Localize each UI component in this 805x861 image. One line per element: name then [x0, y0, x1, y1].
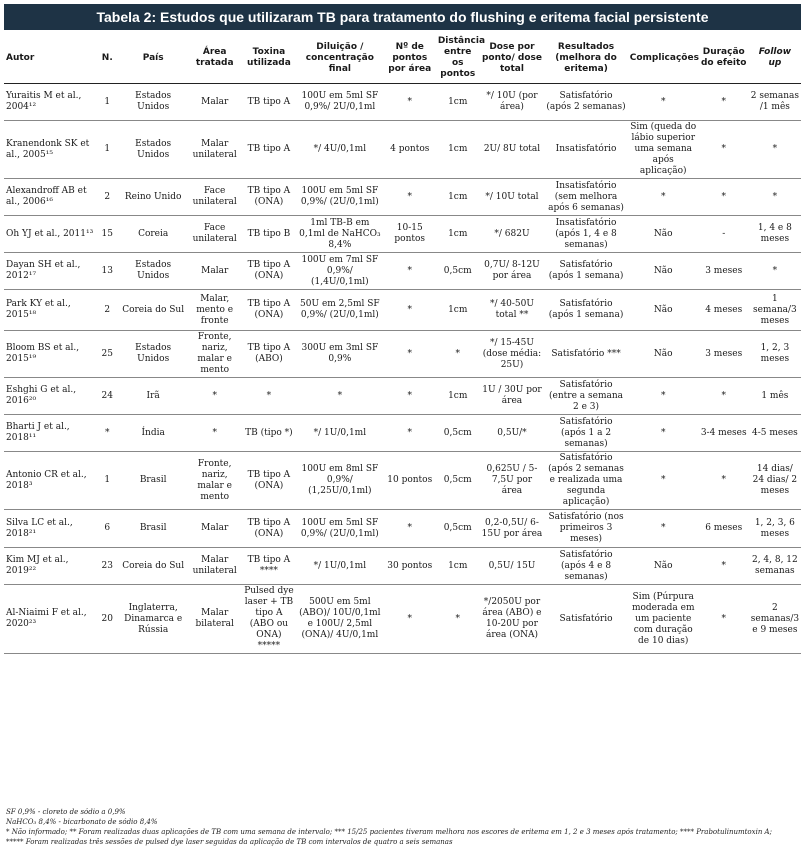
- studies-table: [4, 33, 801, 654]
- column-header: Duração do efeito: [699, 33, 749, 84]
- cell-area: Malar unilateral: [188, 548, 242, 585]
- cell-resultado: Satisfatório (entre a semana 2 e 3): [544, 378, 627, 415]
- cell-diluicao: *: [296, 378, 384, 415]
- table-title: Tabela 2: Estudos que utilizaram TB para tratamento do flushing e eritema facial persistente: [4, 4, 801, 30]
- cell-duracao: *: [699, 121, 749, 179]
- cell-resultado: Insatisfatório (sem melhora após 6 semanas): [544, 179, 627, 216]
- cell-dose: */ 10U (por área): [480, 84, 545, 121]
- cell-toxina: TB tipo A (ONA): [242, 452, 296, 510]
- cell-pais: Coreia: [119, 216, 188, 253]
- cell-autor: Yuraitis M et al., 2004¹²: [4, 84, 96, 121]
- cell-duracao: *: [699, 548, 749, 585]
- cell-complicacoes: *: [628, 378, 699, 415]
- cell-resultado: Satisfatório (nos primeiros 3 meses): [544, 510, 627, 548]
- cell-distancia: 1cm: [436, 290, 480, 331]
- footnote: * Não informado; ** Foram realizadas duas aplicações de TB com uma semana de intervalo; *** 15/25 pacientes tiveram melhora nos escores de eritema em 1, 2 e 3 meses após tratamento; **** Prabotulinumtoxin A;: [6, 828, 772, 836]
- cell-pais: Coreia do Sul: [119, 290, 188, 331]
- cell-n: 15: [96, 216, 119, 253]
- cell-autor: Bharti J et al., 2018¹¹: [4, 415, 96, 452]
- cell-followup: 2 semanas/3 e 9 meses: [749, 585, 801, 654]
- cell-autor: Antonio CR et al., 2018³: [4, 452, 96, 510]
- table-row: [4, 216, 801, 253]
- table-row: [4, 253, 801, 290]
- cell-distancia: *: [436, 331, 480, 378]
- cell-distancia: 0,5cm: [436, 253, 480, 290]
- cell-toxina: *: [242, 378, 296, 415]
- cell-toxina: TB (tipo *): [242, 415, 296, 452]
- cell-duracao: -: [699, 216, 749, 253]
- cell-n: 2: [96, 179, 119, 216]
- cell-pais: Inglaterra, Dinamarca e Rússia: [119, 585, 188, 654]
- cell-resultado: Satisfatório (após 1 a 2 semanas): [544, 415, 627, 452]
- cell-complicacoes: *: [628, 452, 699, 510]
- cell-complicacoes: Não: [628, 331, 699, 378]
- cell-followup: 1, 4 e 8 meses: [749, 216, 801, 253]
- cell-followup: 2, 4, 8, 12 semanas: [749, 548, 801, 585]
- cell-followup: 1, 2, 3, 6 meses: [749, 510, 801, 548]
- cell-autor: Park KY et al., 2015¹⁸: [4, 290, 96, 331]
- cell-diluicao: 100U em 5ml SF 0,9%/ (2U/0,1ml): [296, 179, 384, 216]
- cell-complicacoes: Não: [628, 253, 699, 290]
- cell-distancia: 0,5cm: [436, 452, 480, 510]
- cell-autor: Kranendonk SK et al., 2005¹⁵: [4, 121, 96, 179]
- column-header: Complicações: [628, 33, 699, 84]
- cell-duracao: *: [699, 84, 749, 121]
- column-header: Resultados (melhora do eritema): [544, 33, 627, 84]
- cell-distancia: 0,5cm: [436, 510, 480, 548]
- cell-area: Face unilateral: [188, 179, 242, 216]
- cell-toxina: TB tipo A ****: [242, 548, 296, 585]
- cell-followup: 1, 2, 3 meses: [749, 331, 801, 378]
- cell-distancia: 1cm: [436, 378, 480, 415]
- cell-autor: Dayan SH et al., 2012¹⁷: [4, 253, 96, 290]
- cell-duracao: *: [699, 585, 749, 654]
- cell-autor: Al-Niaimi F et al., 2020²³: [4, 585, 96, 654]
- cell-followup: 1 semana/3 meses: [749, 290, 801, 331]
- cell-n: 2: [96, 290, 119, 331]
- cell-diluicao: 1ml TB-B em 0,1ml de NaHCO₃ 8,4%: [296, 216, 384, 253]
- cell-dose: */ 682U: [480, 216, 545, 253]
- cell-pontos: *: [384, 179, 436, 216]
- table-row: [4, 290, 801, 331]
- cell-toxina: TB tipo A (ABO): [242, 331, 296, 378]
- cell-duracao: *: [699, 378, 749, 415]
- cell-autor: Alexandroff AB et al., 2006¹⁶: [4, 179, 96, 216]
- cell-autor: Oh YJ et al., 2011¹³: [4, 216, 96, 253]
- cell-dose: 0,7U/ 8-12U por área: [480, 253, 545, 290]
- cell-toxina: TB tipo A (ONA): [242, 179, 296, 216]
- cell-pontos: 10-15 pontos: [384, 216, 436, 253]
- cell-pontos: *: [384, 290, 436, 331]
- cell-diluicao: 100U em 7ml SF 0,9%/ (1,4U/0,1ml): [296, 253, 384, 290]
- cell-resultado: Satisfatório (após 2 semanas e realizada uma segunda aplicação): [544, 452, 627, 510]
- cell-complicacoes: *: [628, 415, 699, 452]
- cell-area: Malar: [188, 510, 242, 548]
- cell-toxina: TB tipo A (ONA): [242, 290, 296, 331]
- cell-dose: */ 10U total: [480, 179, 545, 216]
- cell-diluicao: 50U em 2,5ml SF 0,9%/ (2U/0,1ml): [296, 290, 384, 331]
- column-header: Dose por ponto/ dose total: [480, 33, 545, 84]
- cell-area: *: [188, 378, 242, 415]
- cell-duracao: 3-4 meses: [699, 415, 749, 452]
- cell-pais: Estados Unidos: [119, 84, 188, 121]
- table-row: [4, 378, 801, 415]
- cell-complicacoes: Não: [628, 548, 699, 585]
- cell-pais: Estados Unidos: [119, 253, 188, 290]
- cell-dose: 2U/ 8U total: [480, 121, 545, 179]
- table-body: [4, 84, 801, 654]
- cell-toxina: TB tipo B: [242, 216, 296, 253]
- cell-area: Malar, mento e fronte: [188, 290, 242, 331]
- cell-duracao: 3 meses: [699, 253, 749, 290]
- cell-pontos: 4 pontos: [384, 121, 436, 179]
- cell-duracao: 3 meses: [699, 331, 749, 378]
- cell-complicacoes: *: [628, 510, 699, 548]
- cell-duracao: *: [699, 452, 749, 510]
- cell-n: 20: [96, 585, 119, 654]
- cell-pais: Coreia do Sul: [119, 548, 188, 585]
- table-row: [4, 179, 801, 216]
- cell-toxina: TB tipo A: [242, 84, 296, 121]
- cell-distancia: *: [436, 585, 480, 654]
- table-row: [4, 510, 801, 548]
- column-header: País: [119, 33, 188, 84]
- cell-diluicao: */ 4U/0,1ml: [296, 121, 384, 179]
- cell-diluicao: 100U em 5ml SF 0,9%/ (2U/0,1ml): [296, 510, 384, 548]
- cell-toxina: TB tipo A: [242, 121, 296, 179]
- column-header: Autor: [4, 33, 96, 84]
- cell-pontos: *: [384, 378, 436, 415]
- cell-diluicao: 300U em 3ml SF 0,9%: [296, 331, 384, 378]
- column-header: Follow up: [749, 33, 801, 84]
- cell-complicacoes: *: [628, 84, 699, 121]
- cell-toxina: TB tipo A (ONA): [242, 253, 296, 290]
- table-row: [4, 585, 801, 654]
- cell-pais: Reino Unido: [119, 179, 188, 216]
- cell-n: 25: [96, 331, 119, 378]
- cell-n: 24: [96, 378, 119, 415]
- cell-resultado: Satisfatório (após 1 semana): [544, 290, 627, 331]
- cell-followup: *: [749, 179, 801, 216]
- cell-pais: Brasil: [119, 452, 188, 510]
- cell-toxina: TB tipo A (ONA): [242, 510, 296, 548]
- cell-pontos: *: [384, 415, 436, 452]
- cell-n: *: [96, 415, 119, 452]
- cell-n: 13: [96, 253, 119, 290]
- header-row: [4, 33, 801, 84]
- footnote: ***** Foram realizadas três sessões de pulsed dye laser seguidas da aplicação de TB com intervalos de quatro a seis semanas: [6, 838, 453, 846]
- cell-resultado: Satisfatório (após 2 semanas): [544, 84, 627, 121]
- cell-pontos: 30 pontos: [384, 548, 436, 585]
- cell-area: Malar bilateral: [188, 585, 242, 654]
- footnote: SF 0,9% - cloreto de sódio a 0,9%: [6, 808, 126, 816]
- table-row: [4, 548, 801, 585]
- cell-followup: 2 semanas /1 mês: [749, 84, 801, 121]
- cell-area: Malar: [188, 84, 242, 121]
- cell-distancia: 1cm: [436, 121, 480, 179]
- cell-distancia: 1cm: [436, 548, 480, 585]
- cell-distancia: 1cm: [436, 84, 480, 121]
- cell-pais: Brasil: [119, 510, 188, 548]
- cell-complicacoes: Não: [628, 290, 699, 331]
- cell-pais: Estados Unidos: [119, 331, 188, 378]
- table-row: [4, 84, 801, 121]
- cell-diluicao: 100U em 8ml SF 0,9%/ (1,25U/0,1ml): [296, 452, 384, 510]
- cell-diluicao: */ 1U/0,1ml: [296, 548, 384, 585]
- cell-n: 1: [96, 84, 119, 121]
- cell-diluicao: 500U em 5ml (ABO)/ 10U/0,1ml e 100U/ 2,5ml (ONA)/ 4U/0,1ml: [296, 585, 384, 654]
- cell-duracao: *: [699, 179, 749, 216]
- cell-dose: 1U / 30U por área: [480, 378, 545, 415]
- cell-n: 6: [96, 510, 119, 548]
- cell-toxina: Pulsed dye laser + TB tipo A (ABO ou ONA) *****: [242, 585, 296, 654]
- cell-pais: Irã: [119, 378, 188, 415]
- cell-dose: 0,5U/ 15U: [480, 548, 545, 585]
- cell-complicacoes: *: [628, 179, 699, 216]
- cell-distancia: 1cm: [436, 216, 480, 253]
- cell-autor: Bloom BS et al., 2015¹⁹: [4, 331, 96, 378]
- cell-duracao: 4 meses: [699, 290, 749, 331]
- cell-resultado: Satisfatório ***: [544, 331, 627, 378]
- table-row: [4, 121, 801, 179]
- cell-dose: */ 15-45U (dose média: 25U): [480, 331, 545, 378]
- table-row: [4, 331, 801, 378]
- cell-complicacoes: Sim (queda do lábio superior uma semana após aplicação): [628, 121, 699, 179]
- cell-pontos: *: [384, 585, 436, 654]
- cell-pais: Estados Unidos: [119, 121, 188, 179]
- table-row: [4, 415, 801, 452]
- column-header: Diluição / concentração final: [296, 33, 384, 84]
- cell-autor: Kim MJ et al., 2019²²: [4, 548, 96, 585]
- cell-pontos: *: [384, 84, 436, 121]
- cell-dose: 0,2-0,5U/ 6-15U por área: [480, 510, 545, 548]
- cell-autor: Eshghi G et al., 2016²⁰: [4, 378, 96, 415]
- column-header: Nº de pontos por área: [384, 33, 436, 84]
- cell-pontos: *: [384, 510, 436, 548]
- cell-dose: 0,5U/*: [480, 415, 545, 452]
- cell-area: Malar unilateral: [188, 121, 242, 179]
- column-header: Área tratada: [188, 33, 242, 84]
- cell-n: 1: [96, 452, 119, 510]
- cell-n: 23: [96, 548, 119, 585]
- cell-followup: *: [749, 121, 801, 179]
- cell-diluicao: */ 1U/0,1ml: [296, 415, 384, 452]
- cell-dose: */2050U por área (ABO) e 10-20U por área (ONA): [480, 585, 545, 654]
- cell-area: Fronte, nariz, malar e mento: [188, 452, 242, 510]
- cell-diluicao: 100U em 5ml SF 0,9%/ 2U/0,1ml: [296, 84, 384, 121]
- column-header: Toxina utilizada: [242, 33, 296, 84]
- cell-n: 1: [96, 121, 119, 179]
- cell-autor: Silva LC et al., 2018²¹: [4, 510, 96, 548]
- cell-followup: 1 mês: [749, 378, 801, 415]
- cell-dose: 0,625U / 5-7,5U por área: [480, 452, 545, 510]
- cell-followup: 14 dias/ 24 dias/ 2 meses: [749, 452, 801, 510]
- cell-dose: */ 40-50U total **: [480, 290, 545, 331]
- cell-resultado: Satisfatório (após 1 semana): [544, 253, 627, 290]
- cell-resultado: Insatisfatório (após 1, 4 e 8 semanas): [544, 216, 627, 253]
- cell-area: Fronte, nariz, malar e mento: [188, 331, 242, 378]
- cell-followup: 4-5 meses: [749, 415, 801, 452]
- footnote: NaHCO₃ 8,4% - bicarbonato de sódio 8,4%: [6, 818, 158, 826]
- cell-pontos: *: [384, 253, 436, 290]
- cell-resultado: Satisfatório: [544, 585, 627, 654]
- cell-complicacoes: Sim (Púrpura moderada em um paciente com duração de 10 dias): [628, 585, 699, 654]
- cell-resultado: Insatisfatório: [544, 121, 627, 179]
- table-footnotes: [6, 807, 801, 847]
- cell-area: Face unilateral: [188, 216, 242, 253]
- column-header: Distância entre os pontos: [436, 33, 480, 84]
- cell-pais: Índia: [119, 415, 188, 452]
- cell-distancia: 1cm: [436, 179, 480, 216]
- cell-distancia: 0,5cm: [436, 415, 480, 452]
- cell-complicacoes: Não: [628, 216, 699, 253]
- cell-area: Malar: [188, 253, 242, 290]
- cell-followup: *: [749, 253, 801, 290]
- cell-resultado: Satisfatório (após 4 e 8 semanas): [544, 548, 627, 585]
- table-row: [4, 452, 801, 510]
- cell-pontos: 10 pontos: [384, 452, 436, 510]
- cell-area: *: [188, 415, 242, 452]
- column-header: N.: [96, 33, 119, 84]
- cell-duracao: 6 meses: [699, 510, 749, 548]
- cell-pontos: *: [384, 331, 436, 378]
